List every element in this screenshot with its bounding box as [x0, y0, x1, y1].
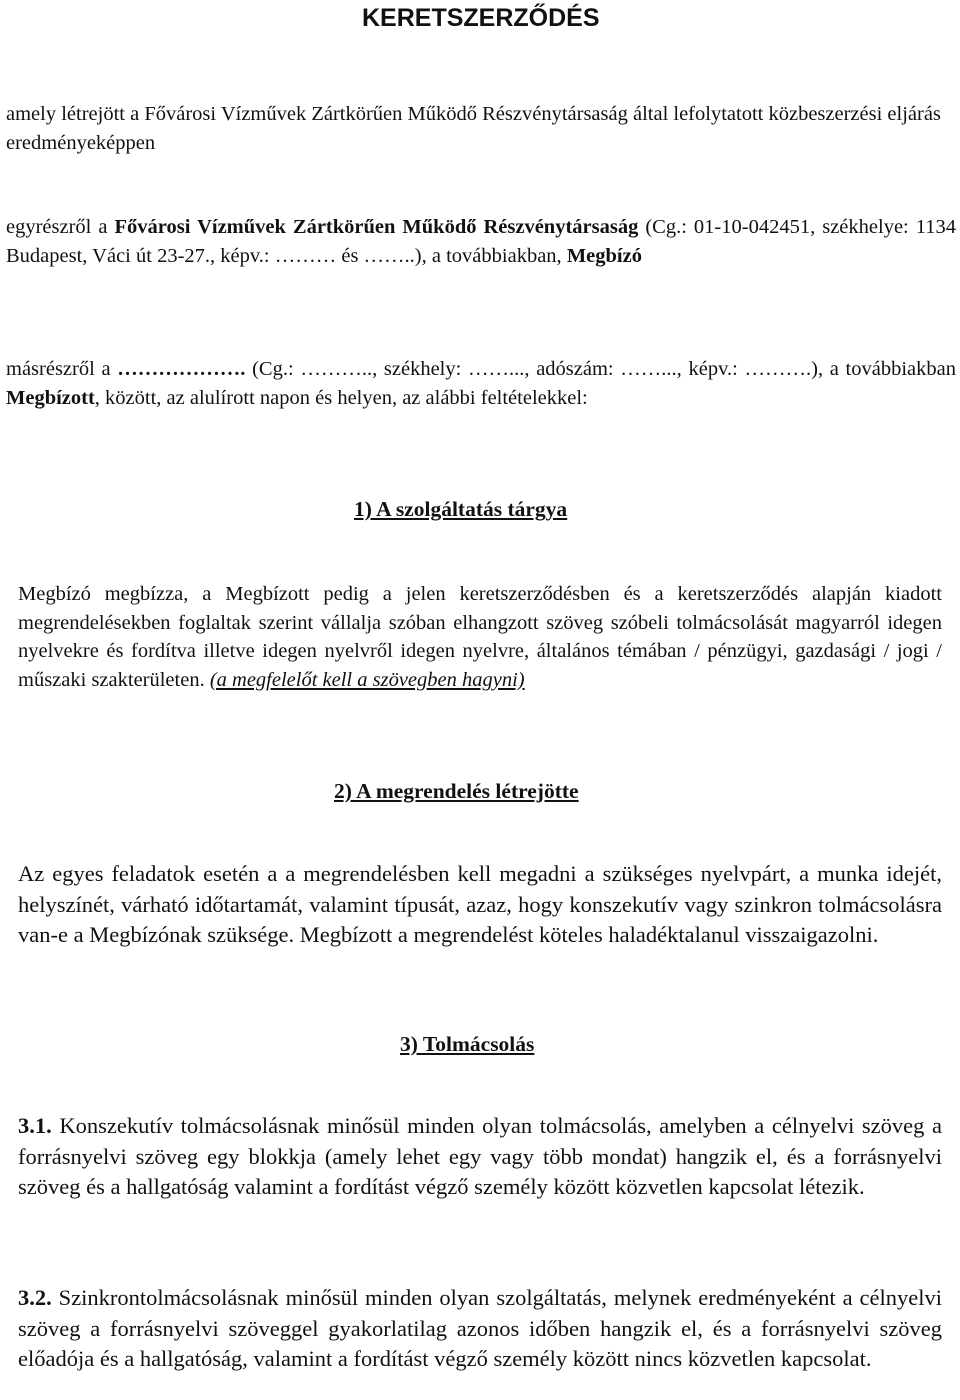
party2-suffix: , között, az alulírott napon és helyen, az alábbi feltételekkel:: [94, 386, 588, 409]
section-3-heading: 3) Tolmácsolás: [400, 1032, 535, 1056]
party2-placeholder: ……………….: [117, 358, 253, 380]
intro-paragraph: amely létrejött a Fővárosi Vízművek Zártkörűen Működő Részvénytársaság által lefolytatott közbeszerzési eljárás eredményeképpen: [6, 103, 941, 154]
party2-prefix: másrészről a: [6, 358, 118, 380]
section-1-heading: 1) A szolgáltatás tárgya: [354, 497, 568, 521]
document-title: KERETSZERZŐDÉS: [362, 4, 600, 32]
section-2-text: Az egyes feladatok esetén a a megrendelésben kell megadni a szükséges nyelvpárt, a munka idejét, helyszínét, várható időtartamát, valamint típusát, azaz, hogy konszekutív vagy szinkron tolmácsolásra van-e a Megbízónak szüksége. Megbízott a megrendelést köteles haladéktalanul visszaigazolni.: [18, 861, 942, 948]
party1-role: Megbízó: [566, 244, 642, 267]
section-1-note: (a megfelelőt kell a szövegben hagyni): [209, 668, 525, 691]
party1-details: (Cg.: 01-10-042451, székhelye: 1134 Budapest, Váci út 23-27., képv.: ……… és ……..), a továbbiakban,: [6, 216, 956, 267]
clause-3-1-number: 3.1.: [18, 1113, 52, 1138]
party2-details: (Cg.: ……….., székhely: ……..., adószám: ……..., képv.: ……….), a továbbiakban: [252, 358, 956, 380]
clause-3-2-number: 3.2.: [18, 1285, 52, 1310]
section-1-text: [18, 580, 942, 694]
clause-3-2-text: Szinkrontolmácsolásnak minősül minden olyan szolgáltatás, melynek eredményeként a célnyelvi szöveg a forrásnyelvi szöveggel gyakorlatilag azonos időben hangzik el, és a forrásnyelvi szöveg előadója és a hallgatóság, valamint a fordítást végző személy között nincs közvetlen kapcsolat.: [18, 1285, 942, 1372]
party1-paragraph: [6, 213, 956, 270]
party2-paragraph: [6, 355, 956, 412]
clause-3-1-text: Konszekutív tolmácsolásnak minősül minden olyan tolmácsolás, amelyben a célnyelvi szöveg a forrásnyelvi szöveg egy blokkja (amely lehet egy vagy több mondat) hangzik el, és a forrásnyelvi szöveg és a hallgatóság valamint a fordítást végző személy között közvetlen kapcsolat létezik.: [18, 1113, 942, 1200]
clause-3-2: [18, 1283, 942, 1375]
section-2-heading: 2) A megrendelés létrejötte: [334, 779, 579, 803]
party1-name: Fővárosi Vízművek Zártkörűen Működő Részvénytársaság: [114, 216, 639, 238]
section-1-body: Megbízó megbízza, a Megbízott pedig a jelen keretszerződésben és a keretszerződés alapján kiadott megrendelésekben foglaltak szerint vállalja szóban elhangzott szöveg szóbeli tolmácsolását magyarról idegen nyelvekre és fordítva illetve idegen nyelvről idegen nyelvre, általános témában / pénzügyi, gazdasági / jogi / műszaki szakterületen.: [18, 583, 942, 691]
party1-prefix: egyrészről a: [6, 216, 115, 238]
party2-role: Megbízott: [6, 386, 95, 409]
clause-3-1: [18, 1111, 942, 1203]
